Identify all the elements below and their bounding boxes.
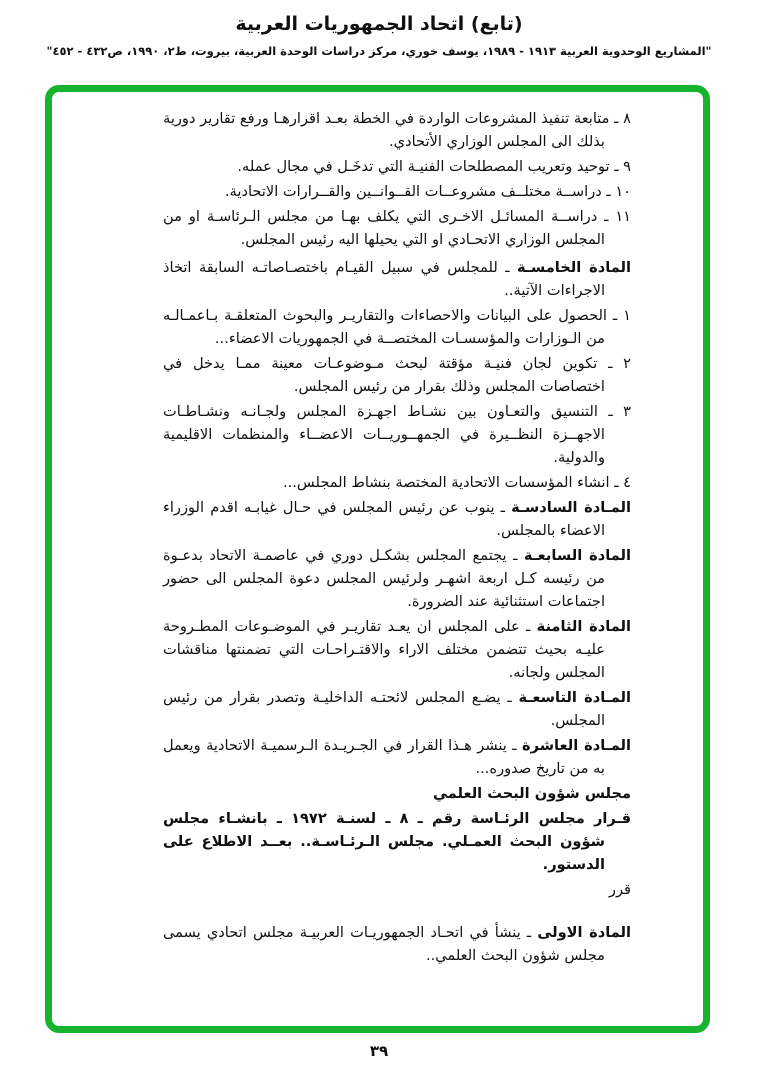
article-lead: المـادة التاسعـة [518,689,632,706]
article-lead: المادة الثامنة [536,618,631,635]
article-text: ٤ ـ انشاء المؤسسات الاتحادية المختصة بنشاط المجلس... [282,474,631,491]
article-text: ـ على المجلس ان يعـد تقاريـر في الموضـوعات المطـروحة عليـه بحيث تتضمن مختلف الاراء والاقتـراحـات التي تضمنتها مناقشات المجلس ولجانه. [163,618,605,681]
article-text: ١ ـ الحصول على البيانات والاحصاءات والتقاريـر والبحوث المتعلقـة بـاعمـالـه من الـوزارات والمؤسسـات المختصــة في الجمهوريات الاعضاء... [163,307,631,347]
article-text-column [163,107,631,969]
article-paragraph [163,734,631,780]
article-lead: المـادة السادسـة [511,499,631,516]
article-paragraph [163,180,631,203]
article-text: ـ للمجلس في سبيل القيـام باختصـاصاتـه السابقة اتخاذ الاجراءات الآتية.. [163,259,605,299]
article-text: ١٠ ـ دراســة مختلــف مشروعــات القــوانــين والقــرارات الاتحادية. [224,183,631,200]
article-paragraph [163,544,631,613]
article-text: ـ ينشر هـذا القرار في الجـريـدة الـرسميـة الاتحادية ويعمل به من تاريخ صدوره... [163,737,605,777]
decided-word [163,878,631,901]
article-paragraph [163,615,631,684]
article-paragraph [163,155,631,178]
section-heading-text: مجلس شؤون البحث العلمي [432,785,631,802]
article-text: ١١ ـ دراســة المسائـل الاخـرى التي يكلف بهـا من مجلس الـرئاسـة او من المجلس الوزاري الاتحـادي او التي يحيلها اليه رئيس المجلس. [163,208,631,248]
decree-paragraph [163,807,631,876]
article-text: ـ يجتمع المجلس بشكـل دوري في عاصمـة الاتحاد بدعـوة من رئيسه كـل اربعة اشهـر ولرئيس المجلس دعوة المجلس الى حضور اجتماعات استثنائية عند الضرورة. [163,547,605,610]
article-text: ٢ ـ تكوين لجان فنيـة مؤقتة لبحث مـوضوعـات معينة ممـا يدخل في اختصاصات المجلس وذلك بقرار من رئيس المجلس. [163,355,631,395]
article-paragraph [163,400,631,469]
article-paragraph [163,686,631,732]
article-paragraph [163,256,631,302]
article-text: ٣ ـ التنسيق والتعـاون بين نشـاط اجهـزة المجلس ولجـانـه ونشـاطـات الاجهــزة النظــيرة في الجمهــوريــات الاعضــاء والمنظمات الاقليمية والدولية. [163,403,631,466]
article-lead: المادة السابعـة [523,547,631,564]
article-paragraph [163,205,631,251]
page-title: (تابع) اتحاد الجمهوريات العربية [235,13,523,35]
article-text: ٩ ـ توحيد وتعريب المصطلحات الفنيـة التي تدخَـل في مجال عمله. [237,158,631,175]
green-border-frame [45,85,710,1033]
decree-text: قـرار مجلس الرئـاسة رقم ـ ٨ ـ لسنـة ١٩٧٢ ـ بانشـاء مجلس شؤون البحث العمـلي. مجلس الـرئـاسـة.. بعــد الاطلاع على الدستور. [163,810,632,873]
article-paragraph [163,496,631,542]
article-paragraph [163,471,631,494]
article-text: ٨ ـ متابعة تنفيذ المشروعات الواردة في الخطة بعـد اقرارهـا ورفع تقارير دورية بذلك الى المجلس الوزاري الأتحادي. [163,110,631,150]
article-text: ـ ينوب عن رئيس المجلس في حـال غيابـه اقدم الوزراء الاعضاء بالمجلس. [163,499,605,539]
article-paragraph [163,921,631,967]
article-text: ـ ينشأ في اتحـاد الجمهوريـات العربيـة مجلس اتحادي يسمى مجلس شؤون البحث العلمي.. [163,924,605,964]
source-citation: "المشاريع الوحدوية العربية ١٩١٣ - ١٩٨٩، يوسف خوري، مركز دراسات الوحدة العربية، بيروت، ط٢، ١٩٩٠، ص٤٣٢ - ٤٥٢" [46,44,712,58]
article-lead: المادة الخامسـة [517,259,631,276]
page-number: ٣٩ [369,1042,389,1060]
article-lead: المادة الاولى [537,924,632,941]
article-text: ـ يضـع المجلس لائحتـه الداخليـة وتصدر بقرار من رئيس المجلس. [163,689,605,729]
article-paragraph [163,107,631,153]
article-paragraph [163,352,631,398]
article-paragraph [163,304,631,350]
section-heading [163,782,631,805]
article-lead: المـادة العاشرة [522,737,631,754]
decided-text: قرر [608,881,631,898]
